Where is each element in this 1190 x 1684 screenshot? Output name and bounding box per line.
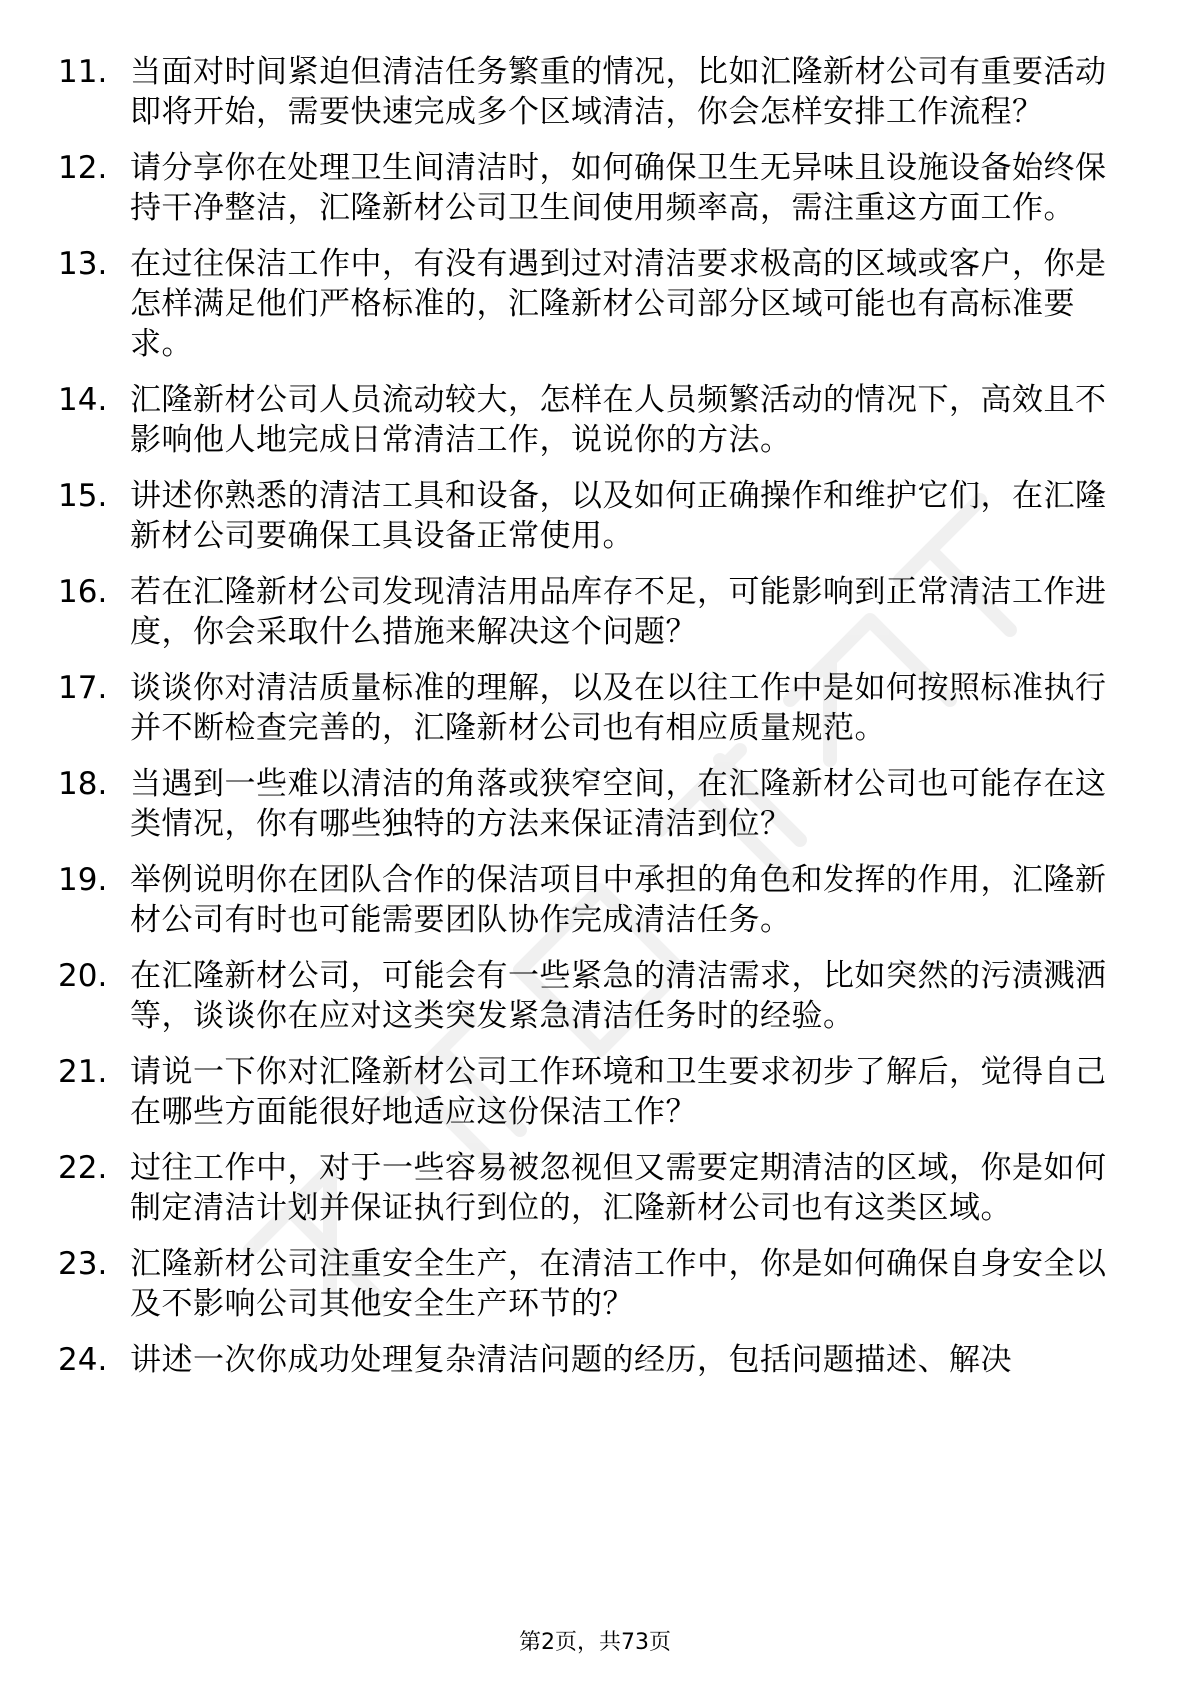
question-number: 15. [58,478,108,514]
list-item [58,1052,1108,1132]
question-number: 24. [58,1342,108,1378]
list-item [58,956,1108,1036]
question-number: 22. [58,1150,108,1186]
question-text: 讲述你熟悉的清洁工具和设备，以及如何正确操作和维护它们，在汇隆新材公司要确保工具设备正常使用。 [130,478,1107,554]
page-number-footer: 第2页，共73页 [519,1630,671,1655]
list-item [58,1244,1108,1324]
question-number: 18. [58,766,108,802]
question-list [58,52,1108,1396]
list-item [58,476,1108,556]
question-number: 13. [58,246,108,282]
question-text: 请说一下你对汇隆新材公司工作环境和卫生要求初步了解后，觉得自己在哪些方面能很好地适应这份保洁工作？ [130,1054,1107,1130]
list-item [58,572,1108,652]
question-text: 在过往保洁工作中，有没有遇到过对清洁要求极高的区域或客户，你是怎样满足他们严格标准的，汇隆新材公司部分区域可能也有高标准要求。 [130,246,1107,362]
question-number: 23. [58,1246,108,1282]
question-text: 讲述一次你成功处理复杂清洁问题的经历，包括问题描述、解决 [130,1342,1012,1378]
list-item [58,764,1108,844]
question-text: 在汇隆新材公司，可能会有一些紧急的清洁需求，比如突然的污渍溅洒等，谈谈你在应对这类突发紧急清洁任务时的经验。 [130,958,1107,1034]
list-item [58,244,1108,364]
list-item [58,860,1108,940]
question-number: 20. [58,958,108,994]
list-item [58,52,1108,132]
question-number: 16. [58,574,108,610]
list-item [58,380,1108,460]
question-number: 17. [58,670,108,706]
question-number: 14. [58,382,108,418]
question-number: 11. [58,54,108,90]
question-number: 12. [58,150,108,186]
question-text: 当面对时间紧迫但清洁任务繁重的情况，比如汇隆新材公司有重要活动即将开始，需要快速完成多个区域清洁，你会怎样安排工作流程？ [130,54,1107,130]
list-item [58,1148,1108,1228]
question-text: 当遇到一些难以清洁的角落或狭窄空间，在汇隆新材公司也可能存在这类情况，你有哪些独特的方法来保证清洁到位？ [130,766,1107,842]
question-number: 19. [58,862,108,898]
question-text: 汇隆新材公司人员流动较大，怎样在人员频繁活动的情况下，高效且不影响他人地完成日常清洁工作，说说你的方法。 [130,382,1107,458]
question-text: 过往工作中，对于一些容易被忽视但又需要定期清洁的区域，你是如何制定清洁计划并保证执行到位的，汇隆新材公司也有这类区域。 [130,1150,1107,1226]
list-item [58,668,1108,748]
question-number: 21. [58,1054,108,1090]
list-item [58,148,1108,228]
question-text: 汇隆新材公司注重安全生产，在清洁工作中，你是如何确保自身安全以及不影响公司其他安全生产环节的？ [130,1246,1107,1322]
question-text: 若在汇隆新材公司发现清洁用品库存不足，可能影响到正常清洁工作进度，你会采取什么措施来解决这个问题？ [130,574,1107,650]
list-item [58,1340,1108,1380]
question-text: 举例说明你在团队合作的保洁项目中承担的角色和发挥的作用，汇隆新材公司有时也可能需要团队协作完成清洁任务。 [130,862,1107,938]
question-text: 请分享你在处理卫生间清洁时，如何确保卫生无异味且设施设备始终保持干净整洁，汇隆新材公司卫生间使用频率高，需注重这方面工作。 [130,150,1107,226]
question-text: 谈谈你对清洁质量标准的理解，以及在以往工作中是如何按照标准执行并不断检查完善的，汇隆新材公司也有相应质量规范。 [130,670,1107,746]
